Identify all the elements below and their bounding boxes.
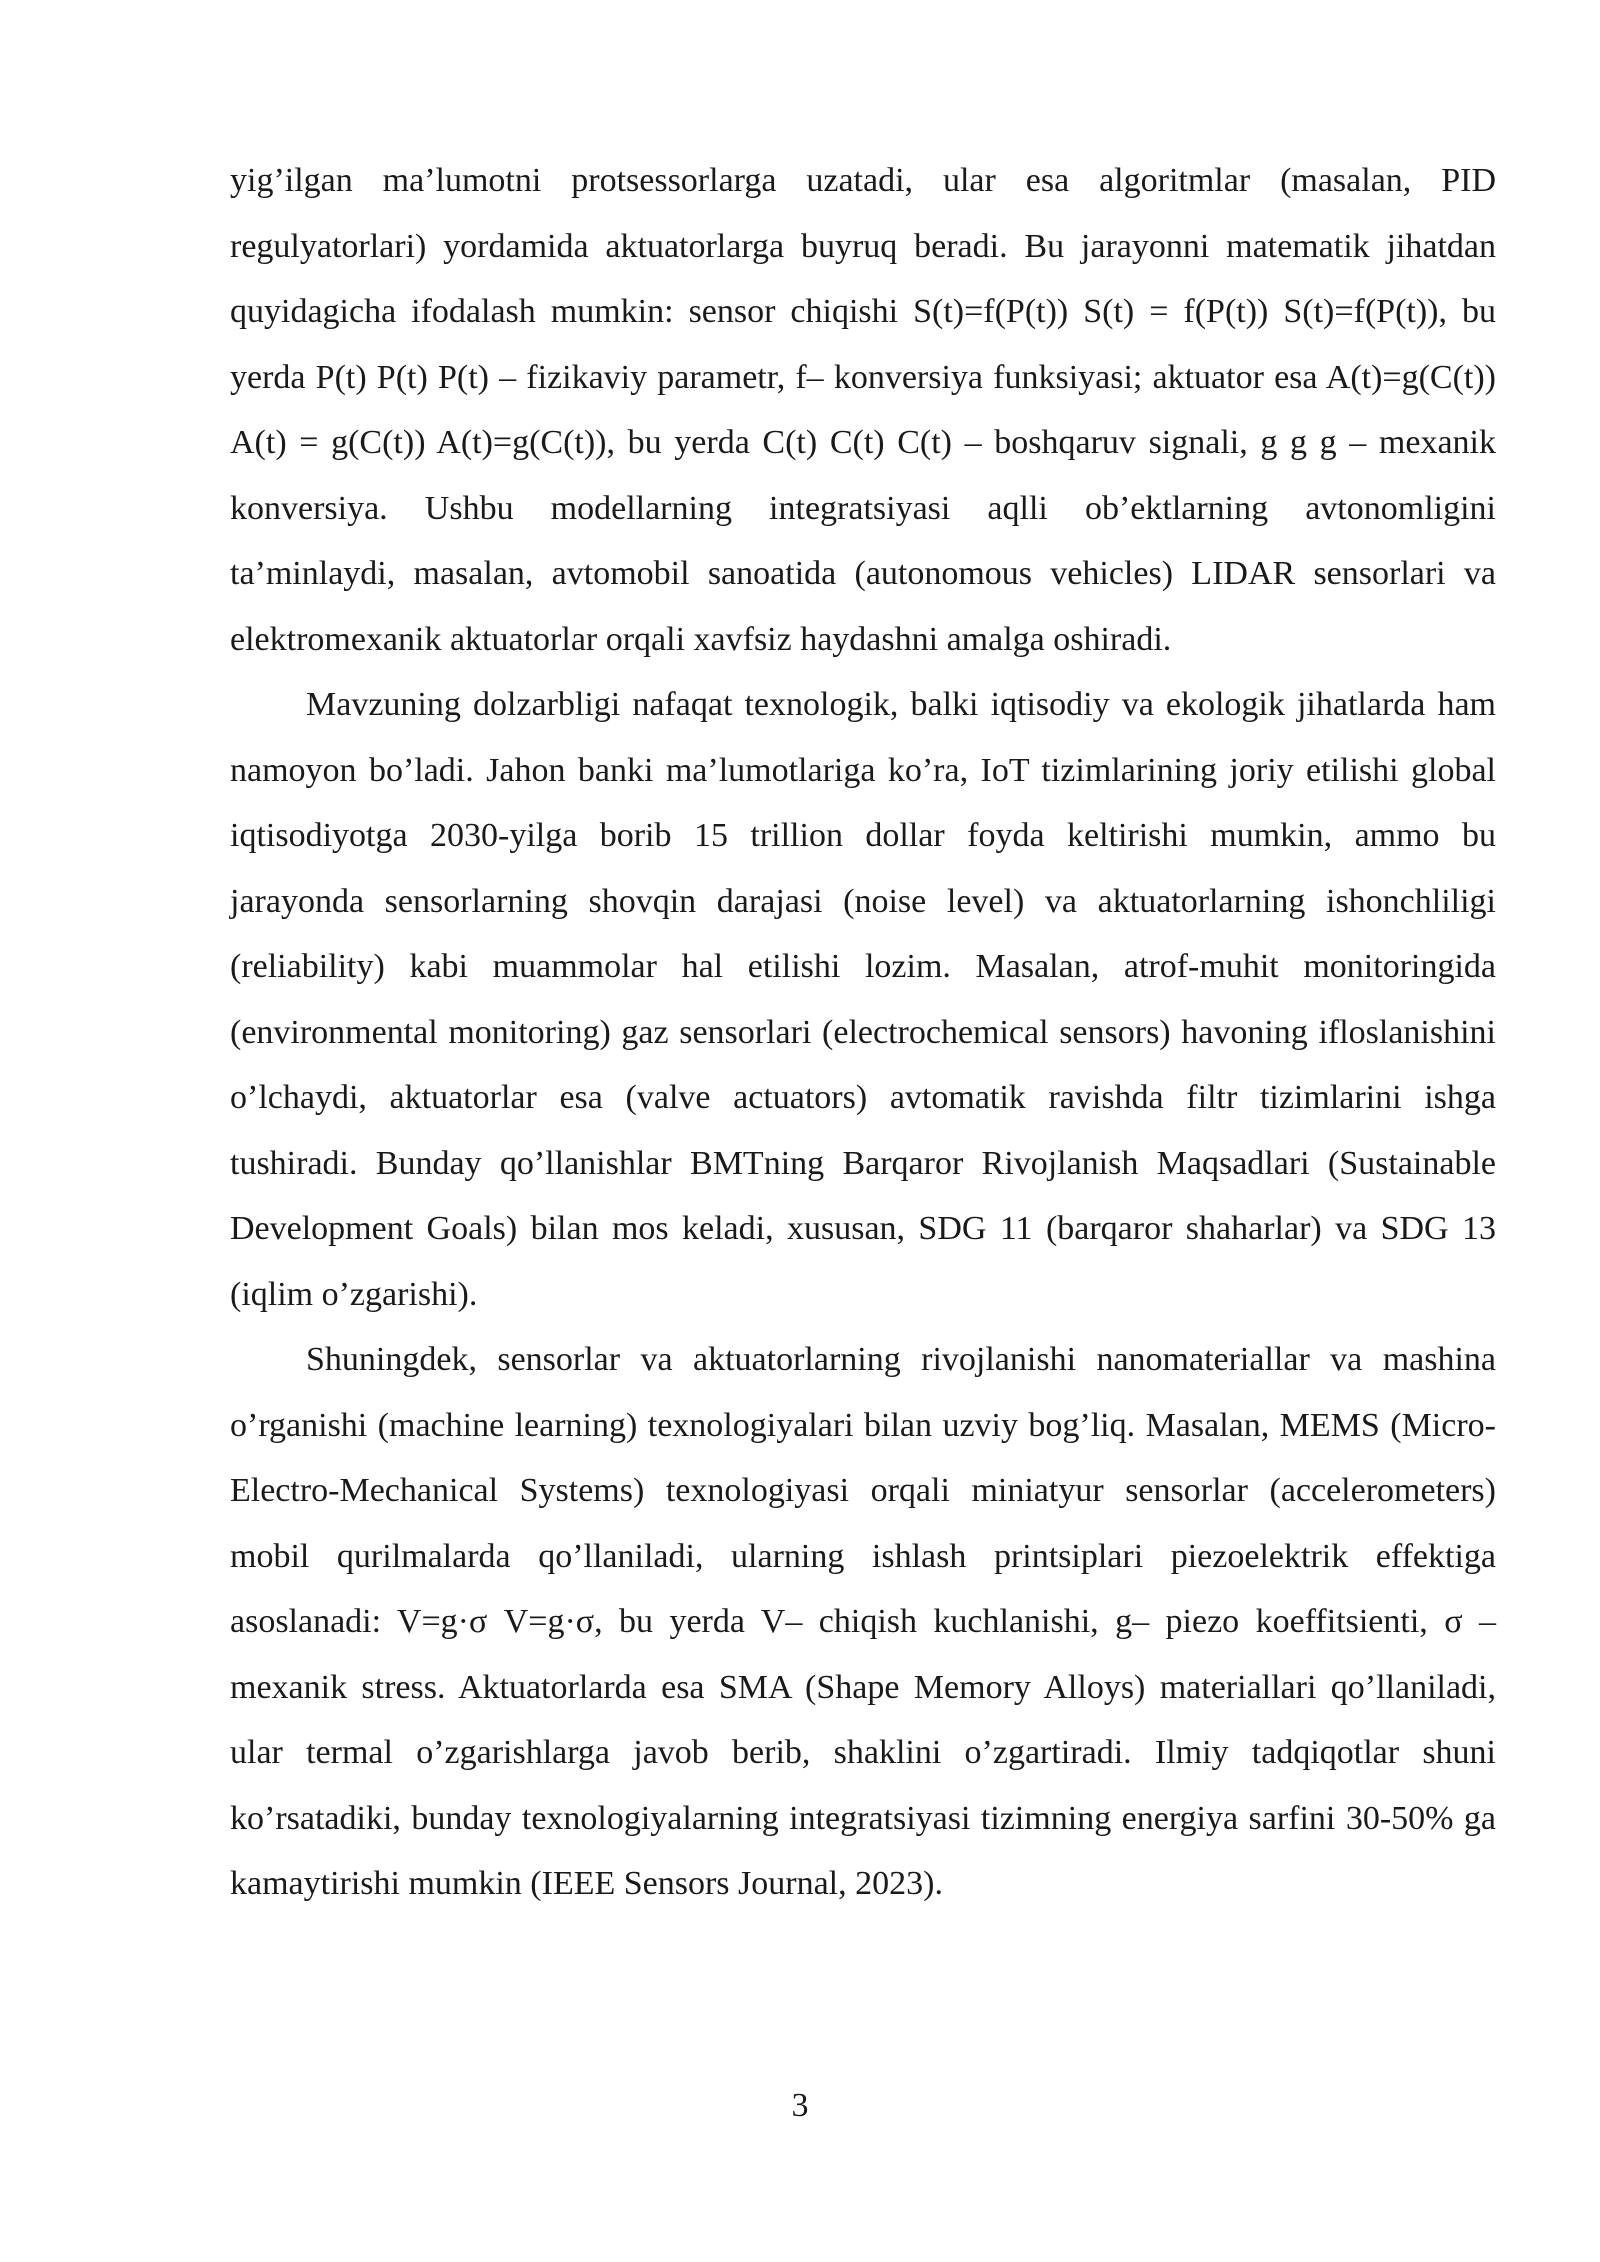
paragraph-technologies: Shuningdek, sensorlar va aktuatorlarning rivojlanishi nanomateriallar va mashina o’rganishi (machine learning) texnologiyalari bilan uzviy bog’liq. Masalan, MEMS (Micro-Electro-Mechanical Systems) texnologiyasi orqali miniatyur sensorlar (accelerometers) mobil qurilmalarda qo’llaniladi, ularning ishlash printsiplari piezoelektrik effektiga asoslanadi: V=g·σ V=g·σ, bu yerda V– chiqish kuchlanishi, g– piezo koeffitsienti, σ – mexanik stress. Aktuatorlarda esa SMA (Shape Memory Alloys) materiallari qo’llaniladi, ular termal o’zgarishlarga javob berib, shaklini o’zgartiradi. Ilmiy tadqiqotlar shuni ko’rsatadiki, bunday texnologiyalarning integratsiyasi tizimning energiya sarfini 30-50% ga kamaytirishi mumkin (IEEE Sensors Journal, 2023). bbox=[230, 1341, 1496, 1902]
page-number: 3 bbox=[791, 2087, 809, 2124]
document-page bbox=[230, 148, 1496, 1917]
paragraph-continuation: yig’ilgan ma’lumotni protsessorlarga uzatadi, ular esa algoritmlar (masalan, PID regulyatorlari) yordamida aktuatorlarga buyruq beradi. Bu jarayonni matematik jihatdan quyidagicha ifodalash mumkin: sensor chiqishi S(t)=f(P(t)) S(t) = f(P(t)) S(t)=f(P(t)), bu yerda P(t) P(t) P(t) – fizikaviy parametr, f– konversiya funksiyasi; aktuator esa A(t)=g(C(t)) A(t) = g(C(t)) A(t)=g(C(t)), bu yerda C(t) C(t) C(t) – boshqaruv signali, g g g – mexanik konversiya. Ushbu modellarning integratsiyasi aqlli ob’ektlarning avtonomligini ta’minlaydi, masalan, avtomobil sanoatida (autonomous vehicles) LIDAR sensorlari va elektromexanik aktuatorlar orqali xavfsiz haydashni amalga oshiradi. bbox=[230, 162, 1496, 658]
paragraph-relevance: Mavzuning dolzarbligi nafaqat texnologik, balki iqtisodiy va ekologik jihatlarda ham namoyon bo’ladi. Jahon banki ma’lumotlariga ko’ra, IoT tizimlarining joriy etilishi global iqtisodiyotga 2030-yilga borib 15 trillion dollar foyda keltirishi mumkin, ammo bu jarayonda sensorlarning shovqin darajasi (noise level) va aktuatorlarning ishonchliligi (reliability) kabi muammolar hal etilishi lozim. Masalan, atrof-muhit monitoringida (environmental monitoring) gaz sensorlari (electrochemical sensors) havoning ifloslanishini o’lchaydi, aktuatorlar esa (valve actuators) avtomatik ravishda filtr tizimlarini ishga tushiradi. Bunday qo’llanishlar BMTning Barqaror Rivojlanish Maqsadlari (Sustainable Development Goals) bilan mos keladi, xususan, SDG 11 (barqaror shaharlar) va SDG 13 (iqlim o’zgarishi). bbox=[230, 686, 1496, 1313]
